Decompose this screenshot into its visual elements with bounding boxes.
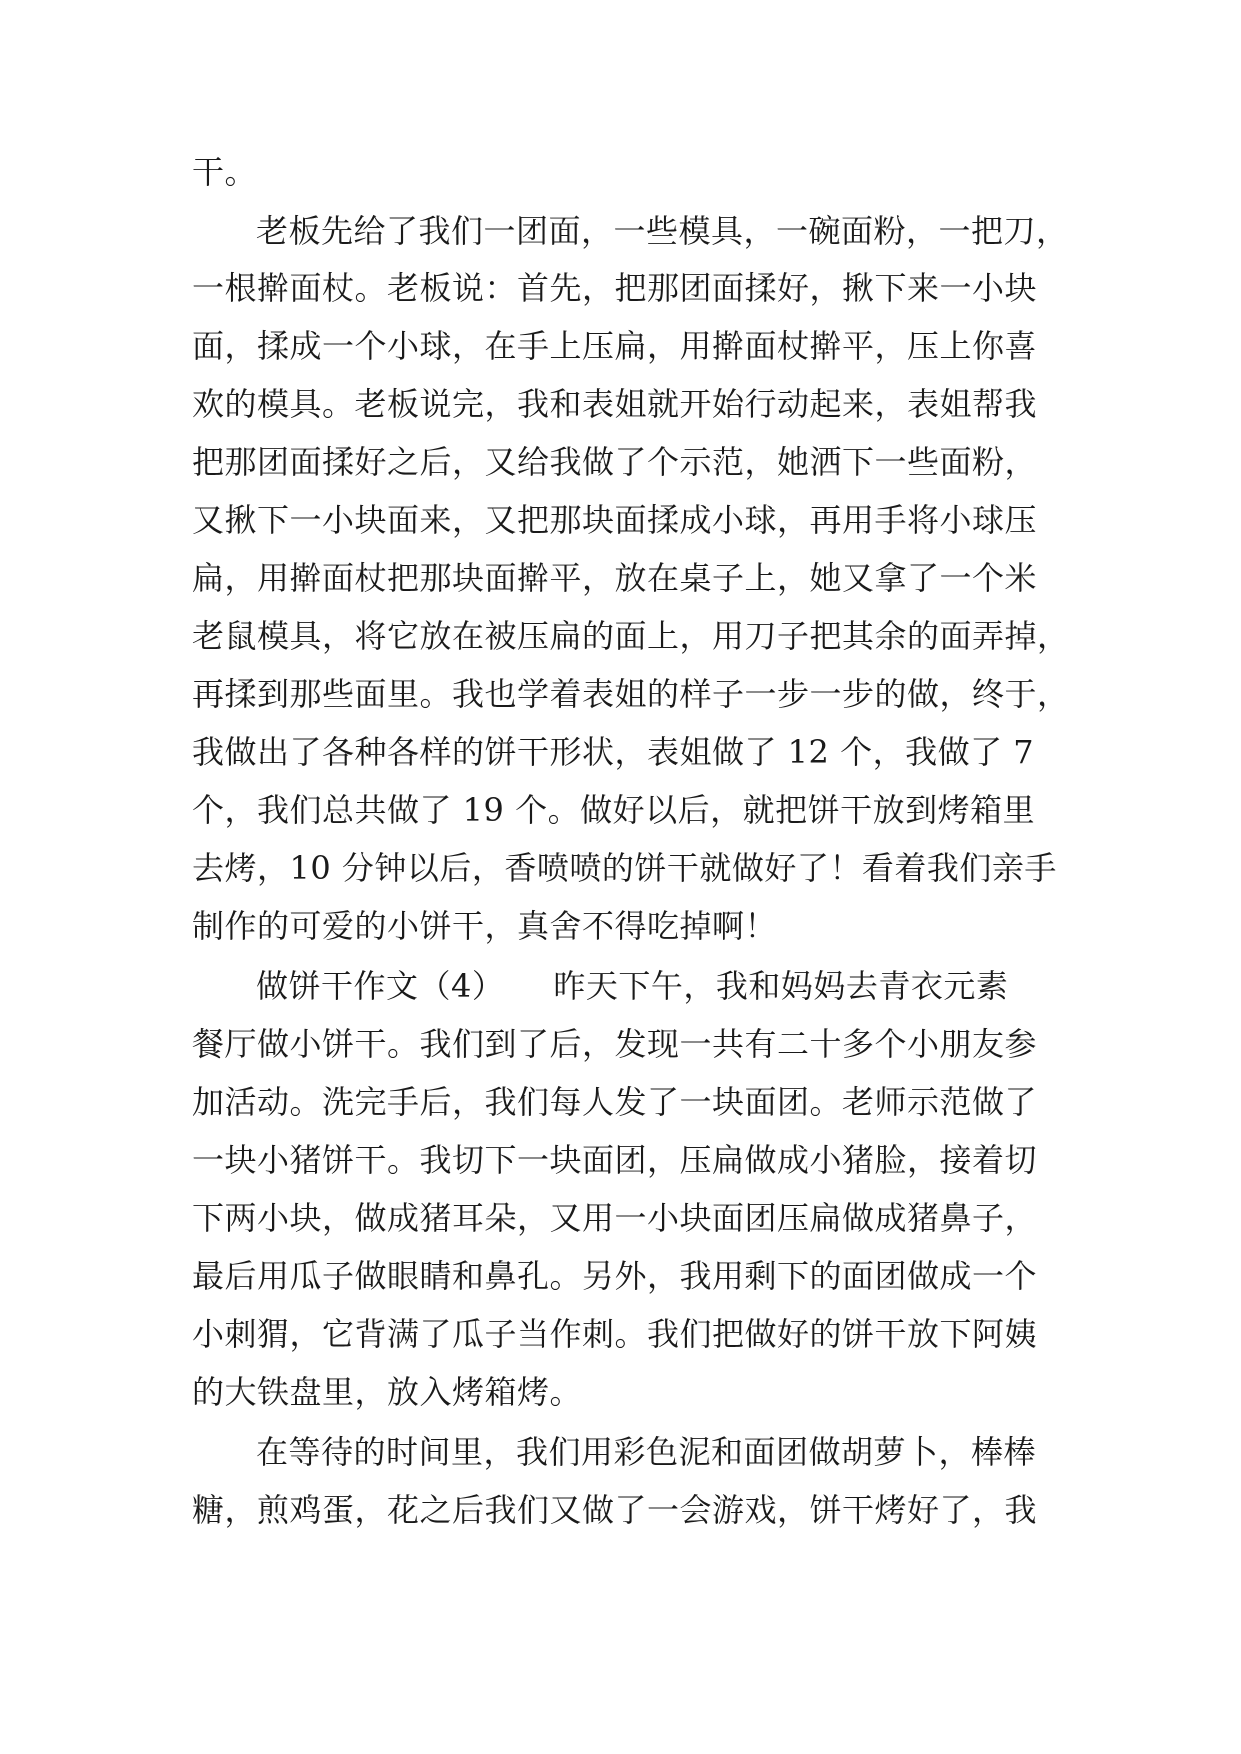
text-line: 做饼干作文（4） 昨天下午，我和妈妈去青衣元素: [256, 967, 1009, 1005]
text-line: 制作的可爱的小饼干，真舍不得吃掉啊！: [192, 907, 778, 945]
text-line: 老板先给了我们一团面，一些模具，一碗面粉，一把刀，: [256, 212, 1069, 250]
text-line: 个，我们总共做了 19 个。做好以后，就把饼干放到烤箱里: [192, 791, 1036, 829]
text-line: 最后用瓜子做眼睛和鼻孔。另外，我用剩下的面团做成一个: [192, 1257, 1038, 1295]
text-line: 扁，用擀面杖把那块面擀平，放在桌子上，她又拿了一个米: [192, 559, 1038, 597]
text-line: 糖，煎鸡蛋，花之后我们又做了一会游戏，饼干烤好了，我: [192, 1491, 1038, 1529]
text-line: 把那团面揉好之后，又给我做了个示范，她洒下一些面粉，: [192, 443, 1038, 481]
text-line: 干。: [192, 153, 258, 191]
text-line: 面，揉成一个小球，在手上压扁，用擀面杖擀平，压上你喜: [192, 327, 1038, 365]
text-line: 去烤，10 分钟以后，香喷喷的饼干就做好了！看着我们亲手: [192, 849, 1057, 887]
text-line: 一块小猪饼干。我切下一块面团，压扁做成小猪脸，接着切: [192, 1141, 1038, 1179]
text-line: 欢的模具。老板说完，我和表姐就开始行动起来，表姐帮我: [192, 385, 1038, 423]
text-line: 餐厅做小饼干。我们到了后，发现一共有二十多个小朋友参: [192, 1025, 1038, 1063]
text-line: 一根擀面杖。老板说：首先，把那团面揉好，揪下来一小块: [192, 269, 1038, 307]
text-line: 我做出了各种各样的饼干形状，表姐做了 12 个，我做了 7: [192, 733, 1035, 771]
text-line: 再揉到那些面里。我也学着表姐的样子一步一步的做，终于，: [192, 675, 1070, 713]
text-line: 在等待的时间里，我们用彩色泥和面团做胡萝卜，棒棒: [256, 1433, 1037, 1471]
text-line: 加活动。洗完手后，我们每人发了一块面团。老师示范做了: [192, 1083, 1038, 1121]
text-line: 下两小块，做成猪耳朵，又用一小块面团压扁做成猪鼻子，: [192, 1199, 1038, 1237]
text-line: 老鼠模具，将它放在被压扁的面上，用刀子把其余的面弄掉，: [192, 617, 1070, 655]
text-line: 又揪下一小块面来，又把那块面揉成小球，再用手将小球压: [192, 501, 1038, 539]
text-line: 的大铁盘里，放入烤箱烤。: [192, 1373, 583, 1411]
text-line: 小刺猬，它背满了瓜子当作刺。我们把做好的饼干放下阿姨: [192, 1315, 1038, 1353]
